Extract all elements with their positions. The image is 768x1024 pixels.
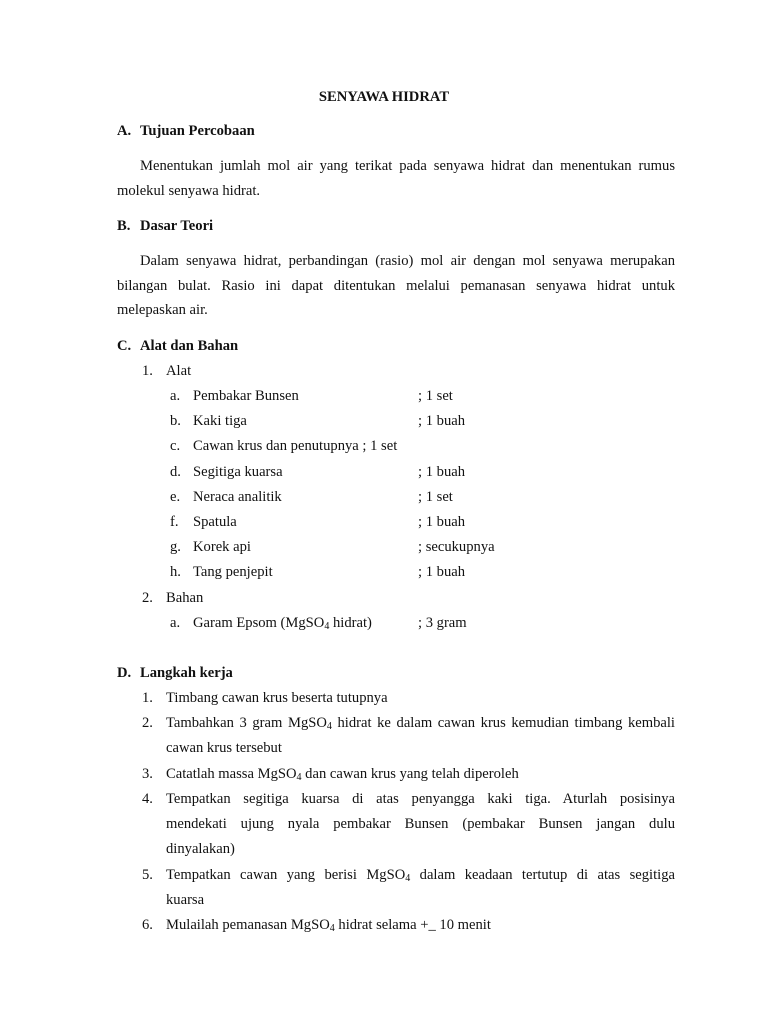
step-text: Tempatkan cawan yang berisi MgSO$_4$ dalam keadaan tertutup di atas segitiga xyxy=(166,867,675,884)
alat-item-qty: ; 1 buah xyxy=(418,413,466,429)
alat-item-name: Cawan krus dan penutupnya ; 1 set xyxy=(193,438,398,454)
step-text-continued: kuarsa xyxy=(166,892,205,908)
section-b-line-2: bilangan bulat. Rasio ini dapat ditentukan melalui pemanasan senyawa hidrat untuk xyxy=(117,278,675,294)
alat-item-qty: ; 1 set xyxy=(418,489,453,505)
step-number: 3. xyxy=(142,766,153,782)
alat-item-name: Spatula xyxy=(193,514,237,530)
section-b-heading: B. Dasar Teori xyxy=(117,218,214,234)
step-number: 4. xyxy=(142,791,153,807)
alat-item-qty: ; 1 buah xyxy=(418,464,466,480)
alat-item-qty: ; 1 set xyxy=(418,388,453,404)
alat-item-name: Segitiga kuarsa xyxy=(193,464,283,480)
alat-item-name: Kaki tiga xyxy=(193,413,247,429)
section-a-heading: A. Tujuan Percobaan xyxy=(117,123,255,139)
alat-item-qty: ; secukupnya xyxy=(418,539,495,555)
alat-item-letter: d. xyxy=(170,464,181,480)
section-c-heading: C. Alat dan Bahan xyxy=(117,338,239,354)
step-text: Tambahkan 3 gram MgSO$_4$ hidrat ke dalam cawan krus kemudian timbang kembali xyxy=(166,715,675,732)
step-text: Timbang cawan krus beserta tutupnya xyxy=(166,690,388,706)
step-text: Catatlah massa MgSO$_4$ dan cawan krus yang telah diperoleh xyxy=(166,766,519,783)
bahan-item-qty: ; 3 gram xyxy=(418,615,467,631)
section-d-heading: D. Langkah kerja xyxy=(117,665,233,681)
bahan-item-letter: a. xyxy=(170,615,181,631)
alat-item-name: Neraca analitik xyxy=(193,489,282,505)
section-a-line-2: molekul senyawa hidrat. xyxy=(117,183,261,199)
document-title: SENYAWA HIDRAT xyxy=(318,89,450,105)
step-text: Tempatkan segitiga kuarsa di atas penyangga kaki tiga. Aturlah posisinya xyxy=(166,791,675,807)
step-text-continued: mendekati ujung nyala pembakar Bunsen (pembakar Bunsen jangan dulu xyxy=(166,816,675,832)
alat-item-letter: e. xyxy=(170,489,181,505)
step-text-continued: dinyalakan) xyxy=(166,841,235,857)
bahan-label: Bahan xyxy=(166,590,204,606)
alat-item-name: Tang penjepit xyxy=(193,564,273,580)
alat-item-letter: g. xyxy=(170,539,181,555)
alat-item-qty: ; 1 buah xyxy=(418,514,466,530)
step-number: 1. xyxy=(142,690,153,706)
alat-item-letter: a. xyxy=(170,388,181,404)
alat-item-letter: c. xyxy=(170,438,181,454)
alat-number: 1. xyxy=(142,363,153,379)
bahan-item-name: Garam Epsom (MgSO$_4$ hidrat) xyxy=(193,615,372,632)
step-number: 6. xyxy=(142,917,153,933)
step-text-continued: cawan krus tersebut xyxy=(166,740,282,756)
alat-item-name: Pembakar Bunsen xyxy=(193,388,299,404)
alat-item-letter: b. xyxy=(170,413,181,429)
section-a-line-1: Menentukan jumlah mol air yang terikat pada senyawa hidrat dan menentukan rumus xyxy=(140,158,675,174)
step-number: 2. xyxy=(142,715,153,731)
alat-item-qty: ; 1 buah xyxy=(418,564,466,580)
alat-item-letter: f. xyxy=(170,514,179,530)
bahan-number: 2. xyxy=(142,590,153,606)
alat-item-name: Korek api xyxy=(193,539,251,555)
alat-item-letter: h. xyxy=(170,564,181,580)
section-b-line-3: melepaskan air. xyxy=(117,302,208,318)
alat-label: Alat xyxy=(166,363,192,379)
step-text: Mulailah pemanasan MgSO$_4$ hidrat selama +_ 10 menit xyxy=(166,917,491,934)
section-b-line-1: Dalam senyawa hidrat, perbandingan (rasio) mol air dengan mol senyawa merupakan xyxy=(140,253,675,269)
step-number: 5. xyxy=(142,867,153,883)
